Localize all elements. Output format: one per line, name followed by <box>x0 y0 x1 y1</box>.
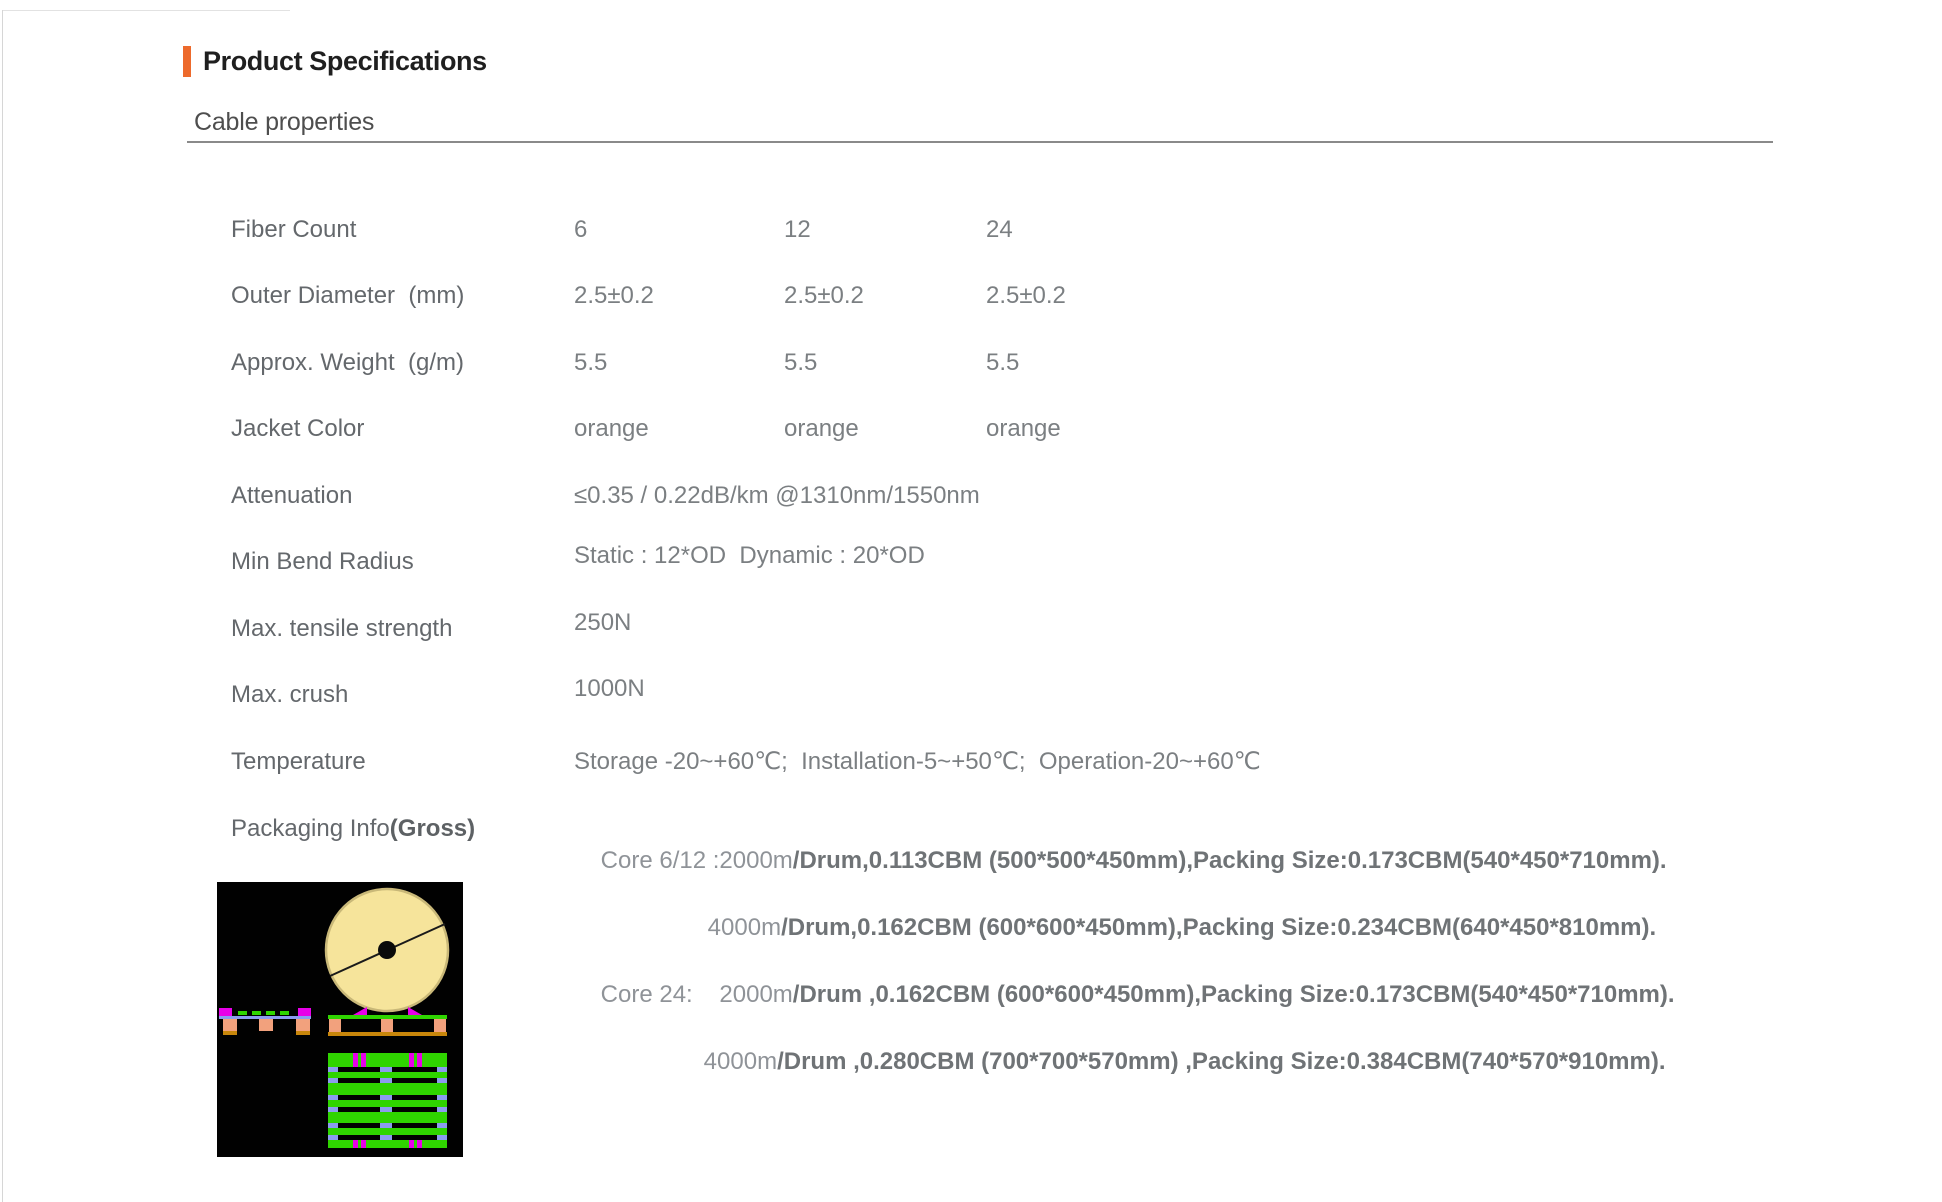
left-edge-divider <box>2 10 3 1202</box>
spec-label: Jacket Color <box>231 415 365 442</box>
spec-label: Max. tensile strength <box>231 615 453 642</box>
packaging-text-regular: Core 6/12 :2000m <box>600 847 793 874</box>
spec-value: 12 <box>784 216 811 243</box>
spec-value: 24 <box>986 216 1013 243</box>
packaging-line-3 <box>574 950 1942 1008</box>
spec-value: orange <box>784 415 859 442</box>
packaging-text-regular: Core 24: 2000m <box>600 981 793 1008</box>
section-title: Product Specifications <box>203 46 487 76</box>
spec-row-crush <box>0 675 1942 712</box>
spec-label: Fiber Count <box>231 216 357 243</box>
spec-value: 5.5 <box>986 349 1020 376</box>
packaging-text-regular: 4000m <box>703 1048 778 1075</box>
spec-value: 6 <box>574 216 588 243</box>
spec-row-jacket-color <box>0 414 1942 446</box>
packaging-text-bold: /Drum ,0.162CBM (600*600*450mm),Packing Size:0.173CBM(540*450*710mm). <box>792 981 1675 1008</box>
spec-label: Outer Diameter (mm) <box>231 282 465 309</box>
spec-value: orange <box>574 415 649 442</box>
spec-label: Attenuation <box>231 482 353 509</box>
section-divider <box>187 141 1773 143</box>
drum-pallet-image <box>217 882 463 1157</box>
spec-label: Approx. Weight (g/m) <box>231 349 464 376</box>
packaging-line-4 <box>677 1017 1942 1075</box>
packaging-text-bold: /Drum,0.113CBM (500*500*450mm),Packing Size:0.173CBM(540*450*710mm). <box>792 847 1667 874</box>
spec-row-tensile-strength <box>0 609 1942 646</box>
spec-row-bend-radius <box>0 542 1942 579</box>
accent-bar <box>183 46 191 77</box>
spec-label: Max. crush <box>231 681 349 708</box>
spec-label-bold: (Gross) <box>389 815 476 842</box>
subsection-title: Cable properties <box>194 108 375 136</box>
spec-label: Min Bend Radius <box>231 548 414 575</box>
spec-value: orange <box>986 415 1061 442</box>
spec-value: ≤0.35 / 0.22dB/km @1310nm/1550nm <box>574 482 980 509</box>
spec-row-outer-diameter <box>0 281 1942 313</box>
spec-value: 5.5 <box>574 349 608 376</box>
spec-row-temperature <box>0 747 1942 779</box>
spec-value: Static : 12*OD Dynamic : 20*OD <box>574 542 925 569</box>
top-edge-divider <box>2 10 290 11</box>
spec-value: 5.5 <box>784 349 818 376</box>
spec-value: 1000N <box>574 675 645 702</box>
spec-row-fiber-count <box>0 215 1942 247</box>
packaging-line-2 <box>681 883 1942 941</box>
spec-value: 2.5±0.2 <box>574 282 654 309</box>
spec-label: Packaging Info(Gross) <box>231 815 476 842</box>
packaging-line-1 <box>574 816 1942 874</box>
packaging-text-bold: /Drum ,0.280CBM (700*700*570mm) ,Packing Size:0.384CBM(740*570*910mm). <box>777 1048 1666 1075</box>
spec-value: Storage -20~+60℃; Installation-5~+50℃; Operation-20~+60℃ <box>574 748 1261 775</box>
spec-row-weight <box>0 348 1942 380</box>
packaging-text-regular: 4000m <box>707 914 782 941</box>
spec-row-attenuation <box>0 481 1942 513</box>
spec-value: 2.5±0.2 <box>784 282 864 309</box>
spec-value: 2.5±0.2 <box>986 282 1066 309</box>
spec-value: 250N <box>574 609 632 636</box>
packaging-text-bold: /Drum,0.162CBM (600*600*450mm),Packing Size:0.234CBM(640*450*810mm). <box>781 914 1657 941</box>
spec-label: Temperature <box>231 748 366 775</box>
